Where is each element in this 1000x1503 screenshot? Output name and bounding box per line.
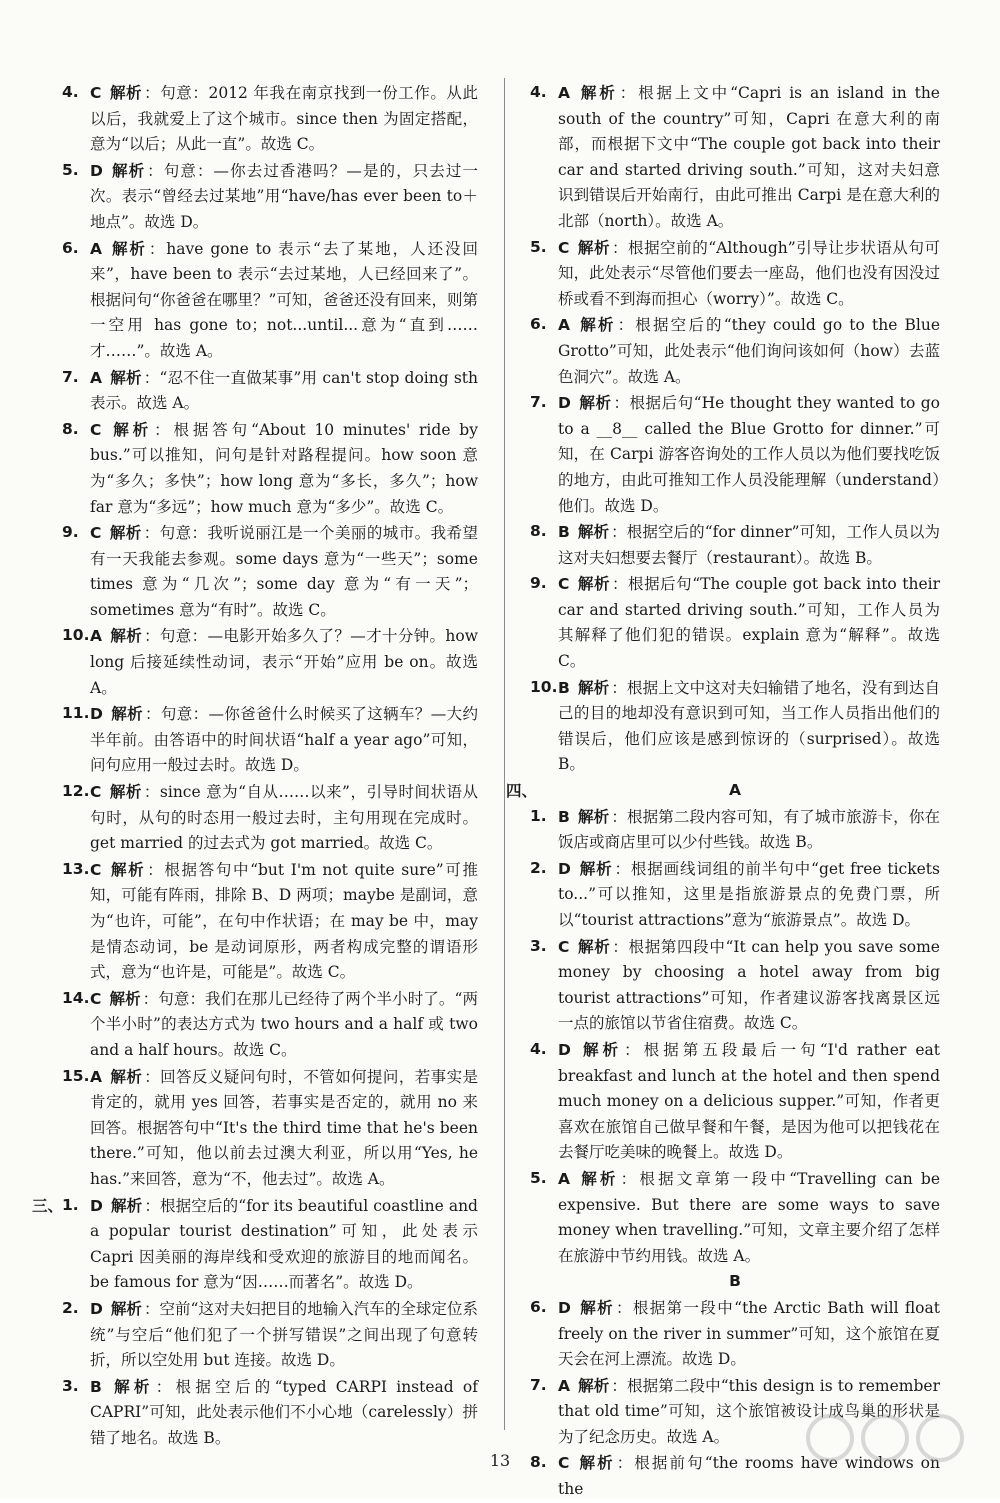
question-number: 4. [62, 83, 79, 101]
explanation-tag: 解析 [578, 1297, 615, 1317]
explanation-tag: 解析 [109, 83, 143, 102]
answer-item [530, 1295, 940, 1373]
explanation-text: ：根据第五段最后一句“I'd rather eat breakfast and lunch at the hotel and then spend much money on a delicious supper.”可知，作者更喜欢在旅馆自己做早餐和午餐，是因为他可以把钱花在去餐厅吃美味的晚餐上。故选 D。 [558, 1040, 940, 1162]
answer-letter: D [90, 705, 103, 724]
right-column [506, 80, 940, 1503]
answer-item [530, 519, 940, 571]
explanation-text: ：句意：2012 年我在南京找到一份工作。从此以后，我就爱上了这个城市。since then 为固定搭配，意为“以后；从此一直”。故选 C。 [90, 84, 478, 154]
answer-item [62, 986, 478, 1064]
question-number: 13. [62, 859, 90, 878]
explanation-text: ：句意：—电影开始多久了？—才十分钟。how long 后接延续性动词，表示“开始”应用 be on。故选 A。 [90, 627, 478, 697]
explanation-tag: 解析 [577, 806, 610, 826]
answer-item [62, 1374, 478, 1452]
answer-item [62, 417, 478, 520]
question-number: 5. [530, 237, 547, 256]
question-number: 1. [62, 1195, 79, 1214]
question-number: 3. [62, 1376, 79, 1395]
answer-letter: D [558, 1298, 571, 1317]
question-number: 4. [530, 1039, 547, 1058]
answer-letter: C [558, 238, 570, 257]
answer-letter: D [90, 1299, 103, 1318]
explanation-tag: 解析 [578, 315, 616, 335]
explanation-text: ：根据后句“He thought they wanted to go to a __8__ called the Blue Grotto for dinner.”可知，在 Carpi 游客咨询处的工作人员以为他们要找吃饭的地方，由此可推知工作人员没能理解（understand）他们。故选 D。 [558, 394, 940, 515]
explanation-text: ：since 意为“自从……以来”，引导时间状语从句时，从句的时态用一般过去时，主句用现在完成时。get married 的过去式为 got married。故选 C。 [90, 783, 478, 853]
explanation-text: ：根据空前的“Although”引导让步状语从句可知，此处表示“尽管他们要去一座岛，他们也没有因没过桥或看不到海而担心（worry）”。故选 C。 [558, 238, 940, 308]
answer-letter: C [558, 575, 570, 594]
answer-item [32, 1193, 478, 1296]
question-number: 2. [530, 858, 547, 877]
explanation-text: ：根据前句“the rooms have windows on the [558, 1454, 940, 1499]
answer-item [62, 1296, 478, 1374]
answer-letter: A [558, 84, 570, 102]
explanation-tag: 解析 [110, 160, 146, 180]
section-label: 四、 [506, 781, 538, 801]
explanation-text: ：根据画线词组的前半句中“get free tickets to...”可以推知，这里是指旅游景点的免费门票，所以“tourist attractions”意为“旅游景点”。故选 D。 [558, 859, 940, 929]
explanation-text: ：句意：我们在那儿已经待了两个半小时了。“两个半小时”的表达方式为 two hours and a half 或 two and a half hours。故选 C。 [90, 989, 478, 1059]
question-number: 10. [62, 626, 90, 645]
explanation-text: ：根据答句“About 10 minutes' ride by bus.”可以推知，问句是针对路程提问。how soon 意为“多久；多快”；how long 意为“多长，多久”；how far 意为“多远”；how much 意为“多少”。故选 C。 [90, 420, 478, 516]
section-label: 三、 [32, 1195, 64, 1215]
explanation-tag: 解析 [577, 522, 610, 542]
explanation-tag: 解析 [109, 988, 141, 1008]
explanation-text: ：句意：我听说丽江是一个美丽的城市。我希望有一天我能去参观。some days 意为“一些天”；some times 意为“几次”；some day 意为“有一天”；sometimes 意为“有时”。故选 C。 [90, 524, 478, 619]
answer-letter: B [90, 1377, 102, 1396]
explanation-text: ：根据上文中“Capri is an island in the south of the country”可知，Capri 在意大利的南部，而根据下文中“The couple got back into their car and started driving south.”可知，这对夫妇意识到错误后开始南行，由此可推出 Carpi 是在意大利的北部（north）。故选 A。 [558, 84, 940, 230]
explanation-text: ：have gone to 表示“去了某地，人还没回来”，have been to 表示“去过某地，人已经回来了”。根据问句“你爸爸在哪里？”可知，爸爸还没有回来，则第一空用 has gone to；not...until...意为“直到……才……”。故选 A。 [90, 239, 478, 360]
answer-item [62, 520, 478, 623]
explanation-text: ：根据第二段内容可知，有了城市旅游卡，你在饭店或商店里可以少付些钱。故选 B。 [558, 807, 940, 852]
answer-letter: D [558, 1040, 571, 1059]
answer-letter: C [90, 989, 102, 1008]
question-number: 8. [62, 419, 79, 438]
explanation-tag: 解析 [110, 1298, 142, 1318]
answer-item [62, 236, 478, 365]
answer-letter: B [558, 523, 570, 542]
explanation-text: ：根据空后的“they could go to the Blue Grotto”可知，此处表示“他们询问该如何（how）去蓝色洞穴”。故选 A。 [558, 316, 940, 386]
question-number: 5. [62, 160, 79, 179]
question-number: 5. [530, 1168, 547, 1187]
explanation-tag: 解析 [110, 238, 147, 258]
answer-item [530, 312, 940, 390]
answer-item [530, 675, 940, 778]
question-number: 8. [530, 1453, 547, 1472]
explanation-tag: 解析 [109, 523, 142, 543]
question-number: 7. [62, 367, 79, 386]
question-number: 4. [530, 83, 547, 101]
question-number: 2. [62, 1298, 79, 1317]
question-number: 9. [62, 523, 79, 542]
explanation-text: ：句意：—你去过香港吗？—是的，只去过一次。表示“曾经去过某地”用“have/has ever been to＋地点”。故选 D。 [90, 161, 478, 231]
passage-label: A [729, 781, 741, 800]
explanation-tag: 解析 [578, 1168, 619, 1188]
explanation-tag: 解析 [109, 859, 146, 879]
section-heading [530, 1269, 940, 1295]
answer-letter: C [558, 937, 570, 956]
answer-item [62, 80, 478, 158]
column-divider [504, 78, 505, 1430]
answer-letter: D [90, 1196, 103, 1215]
explanation-tag: 解析 [578, 1039, 623, 1059]
question-number: 3. [530, 936, 547, 955]
explanation-text: ：根据空后的“typed CARPI instead of CAPRI”可知，此处表示他们不小心地（carelessly）拼错了地名。故选 B。 [90, 1377, 478, 1447]
explanation-text: ：根据第一段中“the Arctic Bath will float freely on the river in summer”可知，这个旅馆在夏天会在河上漂流。故选 D。 [558, 1298, 940, 1369]
answer-letter: D [90, 161, 103, 180]
question-number: 11. [62, 704, 90, 723]
answer-item [62, 158, 478, 236]
answer-item [62, 1064, 478, 1193]
left-column [32, 80, 478, 1451]
answer-letter: A [558, 1169, 570, 1188]
explanation-tag: 解析 [110, 704, 143, 724]
passage-label: B [729, 1272, 741, 1291]
answer-item [62, 779, 478, 857]
explanation-tag: 解析 [578, 83, 618, 102]
question-number: 1. [530, 806, 547, 825]
answer-letter: A [558, 316, 570, 335]
answer-item [530, 856, 940, 934]
answer-item [62, 701, 478, 779]
explanation-tag: 解析 [577, 574, 611, 594]
explanation-tag: 解析 [110, 367, 142, 387]
explanation-tag: 解析 [577, 1453, 615, 1473]
explanation-tag: 解析 [577, 936, 611, 956]
explanation-text: ：根据第二段中“this design is to remember that old time”可知，这个旅馆被设计成鸟巢的形状是为了纪念历史。故选 A。 [558, 1376, 940, 1446]
explanation-text: ：根据第四段中“It can help you save some money by choosing a hotel away from big tourist attractions”可知，作者建议游客找离景区远一点的旅馆以节省住宿费。故选 C。 [558, 937, 940, 1033]
question-number: 6. [530, 315, 547, 334]
explanation-tag: 解析 [109, 419, 153, 439]
answer-item [530, 80, 940, 235]
explanation-text: ：回答反义疑问句时，不管如何提问，若事实是肯定的，就用 yes 回答，若事实是否定的，就用 no 来回答。根据答句中“It's the third time that he's been there.”可知，他以前去过澳大利亚，所以用“Yes, he has.”来回答，意为“不，他去过”。故选 A。 [90, 1067, 478, 1188]
answer-letter: C [558, 1454, 570, 1473]
explanation-text: ：根据后句“The couple got back into their car and started driving south.”可知，工作人员为其解释了他们犯的错误。explain 意为“解释”。故选 C。 [558, 575, 940, 671]
answer-letter: C [90, 783, 102, 802]
question-number: 12. [62, 782, 90, 801]
answer-letter: A [90, 239, 102, 258]
answer-letter: D [558, 394, 571, 413]
answer-letter: C [90, 84, 102, 102]
question-number: 9. [530, 574, 547, 593]
question-number: 6. [62, 238, 79, 257]
answer-item [62, 623, 478, 701]
explanation-tag: 解析 [577, 677, 610, 697]
watermark-icon [790, 1408, 980, 1488]
explanation-text: ：“忍不住一直做某事”用 can't stop doing sth 表示。故选 A。 [90, 368, 478, 413]
question-number: 7. [530, 393, 547, 412]
explanation-text: ：根据答句中“but I'm not quite sure”可推知，可能有阵雨，排除 B、D 两项；maybe 是副词，意为“也许，可能”，在句中作状语；在 may be 中，may 是情态动词，be 是动词原形，两者构成完整的谓语形式，意为“也许是，可能是”。故选 C。 [90, 860, 478, 982]
question-number: 10. [530, 677, 558, 696]
explanation-text: ：空前“这对夫妇把目的地输入汽车的全球定位系统”与空后“他们犯了一个拼写错误”之间出现了句意转折，所以空处用 but 连接。故选 D。 [90, 1299, 478, 1370]
question-number: 15. [62, 1066, 90, 1085]
question-number: 14. [62, 988, 90, 1007]
explanation-text: ：根据文章第一段中“Travelling can be expensive. But there are some ways to save money when travelling.”可知，文章主要介绍了怎样在旅游中节约用钱。故选 A。 [558, 1169, 940, 1265]
section-heading [506, 778, 940, 804]
answer-letter: B [558, 807, 570, 826]
answer-item [530, 934, 940, 1037]
answer-item [530, 1037, 940, 1166]
explanation-text: ：根据上文中这对夫妇输错了地名，没有到达自己的目的地却没有意识到可知，当工作人员指出他们的错误后，他们应该是感到惊讶的（surprised）。故选 B。 [558, 678, 940, 774]
answer-letter: C [90, 860, 102, 879]
explanation-text: ：句意：—你爸爸什么时候买了这辆车？—大约半年前。由答语中的时间状语“half a year ago”可知，问句应用一般过去时。故选 D。 [90, 705, 478, 775]
explanation-tag: 解析 [578, 1375, 610, 1395]
explanation-tag: 解析 [578, 393, 612, 413]
answer-letter: A [90, 1067, 102, 1086]
answer-item [530, 571, 940, 674]
explanation-tag: 解析 [109, 782, 142, 802]
explanation-text: ：根据空后的“for dinner”可知，工作人员以为这对夫妇想要去餐厅（restaurant）。故选 B。 [558, 523, 940, 567]
answer-letter: C [90, 524, 102, 543]
explanation-tag: 解析 [110, 626, 143, 646]
explanation-tag: 解析 [110, 1195, 143, 1215]
question-number: 7. [530, 1375, 547, 1394]
question-number: 6. [530, 1297, 547, 1316]
answer-item [62, 857, 478, 986]
explanation-tag: 解析 [577, 237, 611, 257]
page-number: 13 [489, 1451, 511, 1470]
watermark-logo [790, 1408, 980, 1488]
explanation-tag: 解析 [109, 1376, 154, 1396]
answer-item [530, 1166, 940, 1269]
answer-item [530, 390, 940, 519]
answer-letter: D [558, 859, 571, 878]
answer-letter: C [90, 420, 102, 439]
answer-letter: A [90, 368, 102, 387]
answer-letter: B [558, 678, 570, 697]
explanation-tag: 解析 [110, 1066, 143, 1086]
answer-item [62, 365, 478, 417]
answer-item [530, 235, 940, 313]
answer-letter: A [558, 1376, 570, 1395]
answer-item [530, 804, 940, 856]
explanation-text: ：根据空后的“for its beautiful coastline and a popular tourist destination”可知，此处表示 Capri 因美丽的海岸线和受欢迎的旅游目的地而闻名。be famous for 意为“因……而著名”。故选 D。 [90, 1196, 478, 1292]
answer-letter: A [90, 627, 102, 646]
explanation-tag: 解析 [578, 858, 613, 878]
question-number: 8. [530, 522, 547, 541]
